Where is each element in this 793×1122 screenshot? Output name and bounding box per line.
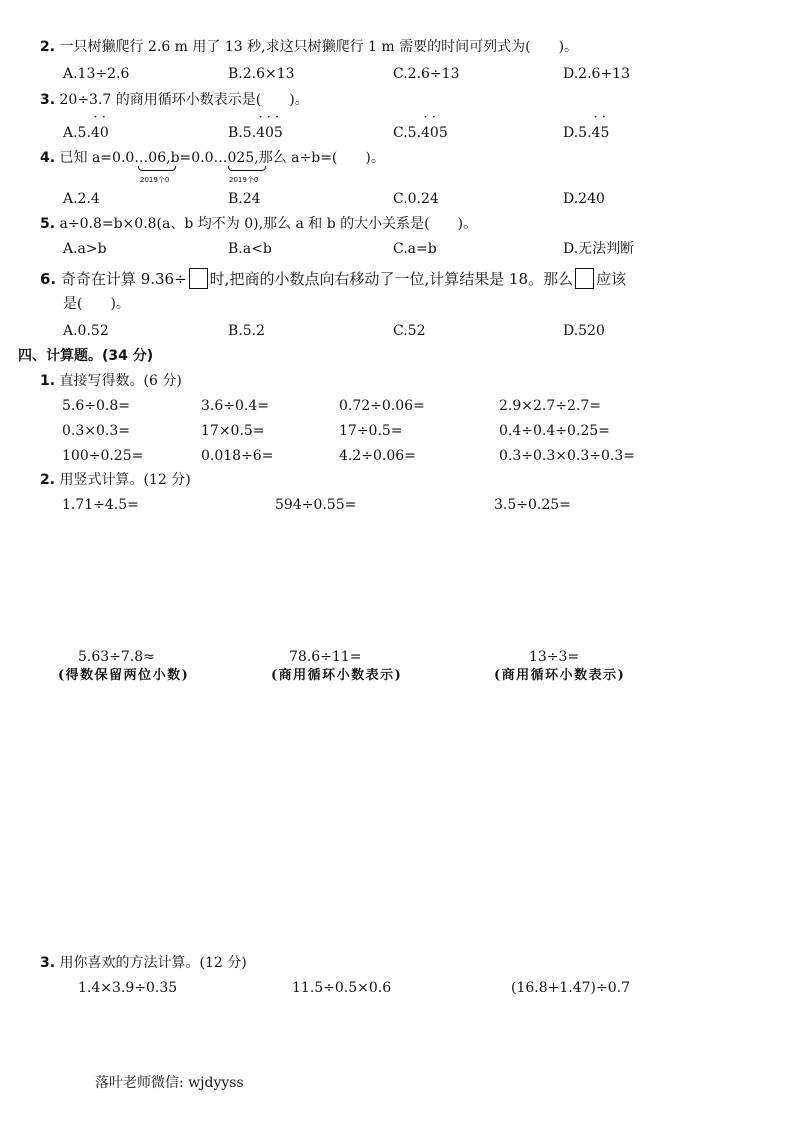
underbrace xyxy=(228,166,266,171)
option-d[interactable]: D.5.45 xyxy=(563,125,610,141)
subquestion-2-title xyxy=(40,473,191,487)
vertical-calc-problem[interactable]: 13÷3= xyxy=(529,649,580,665)
oral-problem[interactable]: 2.9×2.7÷2.7= xyxy=(499,398,601,414)
question-number: 4. xyxy=(40,150,56,166)
vertical-calc-problem[interactable]: 1.71÷4.5= xyxy=(62,497,139,513)
question-text: 奇奇在计算 9.36÷ xyxy=(60,270,187,288)
oral-problem[interactable]: 0.018÷6= xyxy=(201,448,274,464)
option-c[interactable]: C.52 xyxy=(393,323,426,339)
question-text: 时,把商的小数点向右移动了一位,计算结果是 18。那么 xyxy=(209,270,574,288)
question-4 xyxy=(40,151,385,165)
oral-problem[interactable]: 5.6÷0.8= xyxy=(62,398,130,414)
repeating-dots: · · xyxy=(424,113,437,123)
option-a[interactable]: A.5.40 xyxy=(63,125,109,141)
option-b[interactable]: B.a<b xyxy=(228,241,272,257)
question-text: 用竖式计算。(12 分) xyxy=(59,472,191,488)
question-number: 3. xyxy=(40,92,56,108)
option-c[interactable]: C.0.24 xyxy=(393,191,439,207)
vertical-calc-problem[interactable]: 3.5÷0.25= xyxy=(494,497,571,513)
rounding-note: (商用循环小数表示) xyxy=(271,668,403,683)
vertical-calc-problem[interactable]: 78.6÷11= xyxy=(289,649,362,665)
calc-problem[interactable]: 11.5÷0.5×0.6 xyxy=(292,980,392,996)
repeating-dots: · · xyxy=(594,113,607,123)
oral-problem[interactable]: 3.6÷0.4= xyxy=(201,398,269,414)
repeating-dots: · · · xyxy=(259,113,280,123)
option-a[interactable]: A.2.4 xyxy=(63,191,100,207)
oral-problem[interactable]: 0.4÷0.4÷0.25= xyxy=(499,423,610,439)
answer-box[interactable] xyxy=(189,268,208,289)
question-number: 5. xyxy=(40,216,56,232)
oral-problem[interactable]: 100÷0.25= xyxy=(62,448,144,464)
footer-contact: 落叶老师微信: wjdyyss xyxy=(95,1075,244,1091)
vertical-calc-problem[interactable]: 594÷0.55= xyxy=(275,497,357,513)
option-a[interactable]: A.13÷2.6 xyxy=(63,66,130,82)
option-c[interactable]: C.5.405 xyxy=(393,125,448,141)
section-title: 四、计算题。(34 分) xyxy=(18,348,154,364)
option-b[interactable]: B.24 xyxy=(228,191,261,207)
question-text: a÷0.8=b×0.8(a、b 均不为 0),那么 a 和 b 的大小关系是( )。 xyxy=(59,216,478,232)
option-b[interactable]: B.5.2 xyxy=(228,323,266,339)
oral-problem[interactable]: 17×0.5= xyxy=(201,423,265,439)
oral-problem[interactable]: 4.2÷0.06= xyxy=(339,448,416,464)
question-6-continued: 是( )。 xyxy=(63,296,130,312)
option-c[interactable]: C.a=b xyxy=(393,241,437,257)
question-text: 用你喜欢的方法计算。(12 分) xyxy=(59,955,247,971)
repeating-dots: · · xyxy=(94,113,107,123)
question-2 xyxy=(40,40,578,54)
question-text: 20÷3.7 的商用循环小数表示是( )。 xyxy=(59,92,309,108)
question-number: 2. xyxy=(40,39,56,55)
option-b[interactable]: B.2.6×13 xyxy=(228,66,295,82)
question-number: 3. xyxy=(40,955,56,971)
calc-problem[interactable]: (16.8+1.47)÷0.7 xyxy=(511,980,630,996)
underbrace xyxy=(138,166,176,171)
rounding-note: (商用循环小数表示) xyxy=(494,668,626,683)
calc-problem[interactable]: 1.4×3.9÷0.35 xyxy=(78,980,178,996)
question-text: 一只树獭爬行 2.6 m 用了 13 秒,求这只树獭爬行 1 m 需要的时间可列式为( )。 xyxy=(59,39,579,55)
option-a[interactable]: A.a>b xyxy=(63,241,107,257)
option-b[interactable]: B.5.405 xyxy=(228,125,283,141)
option-d[interactable]: D.无法判断 xyxy=(563,241,635,257)
oral-problem[interactable]: 17÷0.5= xyxy=(339,423,403,439)
question-text: 直接写得数。(6 分) xyxy=(59,373,182,389)
question-text: 已知 a=0.0…06,b=0.0…025,那么 a÷b=( )。 xyxy=(59,150,385,166)
option-c[interactable]: C.2.6÷13 xyxy=(393,66,460,82)
question-3 xyxy=(40,93,309,107)
option-d[interactable]: D.520 xyxy=(563,323,605,339)
zero-count-label: 2019个0 xyxy=(229,176,259,184)
rounding-note: (得数保留两位小数) xyxy=(58,668,190,683)
vertical-calc-problem[interactable]: 5.63÷7.8≈ xyxy=(78,649,155,665)
question-5 xyxy=(40,217,477,231)
option-a[interactable]: A.0.52 xyxy=(63,323,109,339)
subquestion-3-title xyxy=(40,956,247,970)
option-d[interactable]: D.240 xyxy=(563,191,605,207)
question-6 xyxy=(40,268,626,289)
subquestion-1-title xyxy=(40,374,182,388)
oral-problem[interactable]: 0.3×0.3= xyxy=(62,423,130,439)
question-number: 6. xyxy=(40,270,57,288)
zero-count-label: 2019个0 xyxy=(140,176,170,184)
question-text: 应该 xyxy=(596,270,627,288)
question-number: 1. xyxy=(40,373,56,389)
oral-problem[interactable]: 0.72÷0.06= xyxy=(339,398,425,414)
oral-problem[interactable]: 0.3÷0.3×0.3÷0.3= xyxy=(499,448,635,464)
question-number: 2. xyxy=(40,472,56,488)
answer-box[interactable] xyxy=(575,268,594,289)
option-d[interactable]: D.2.6+13 xyxy=(563,66,630,82)
